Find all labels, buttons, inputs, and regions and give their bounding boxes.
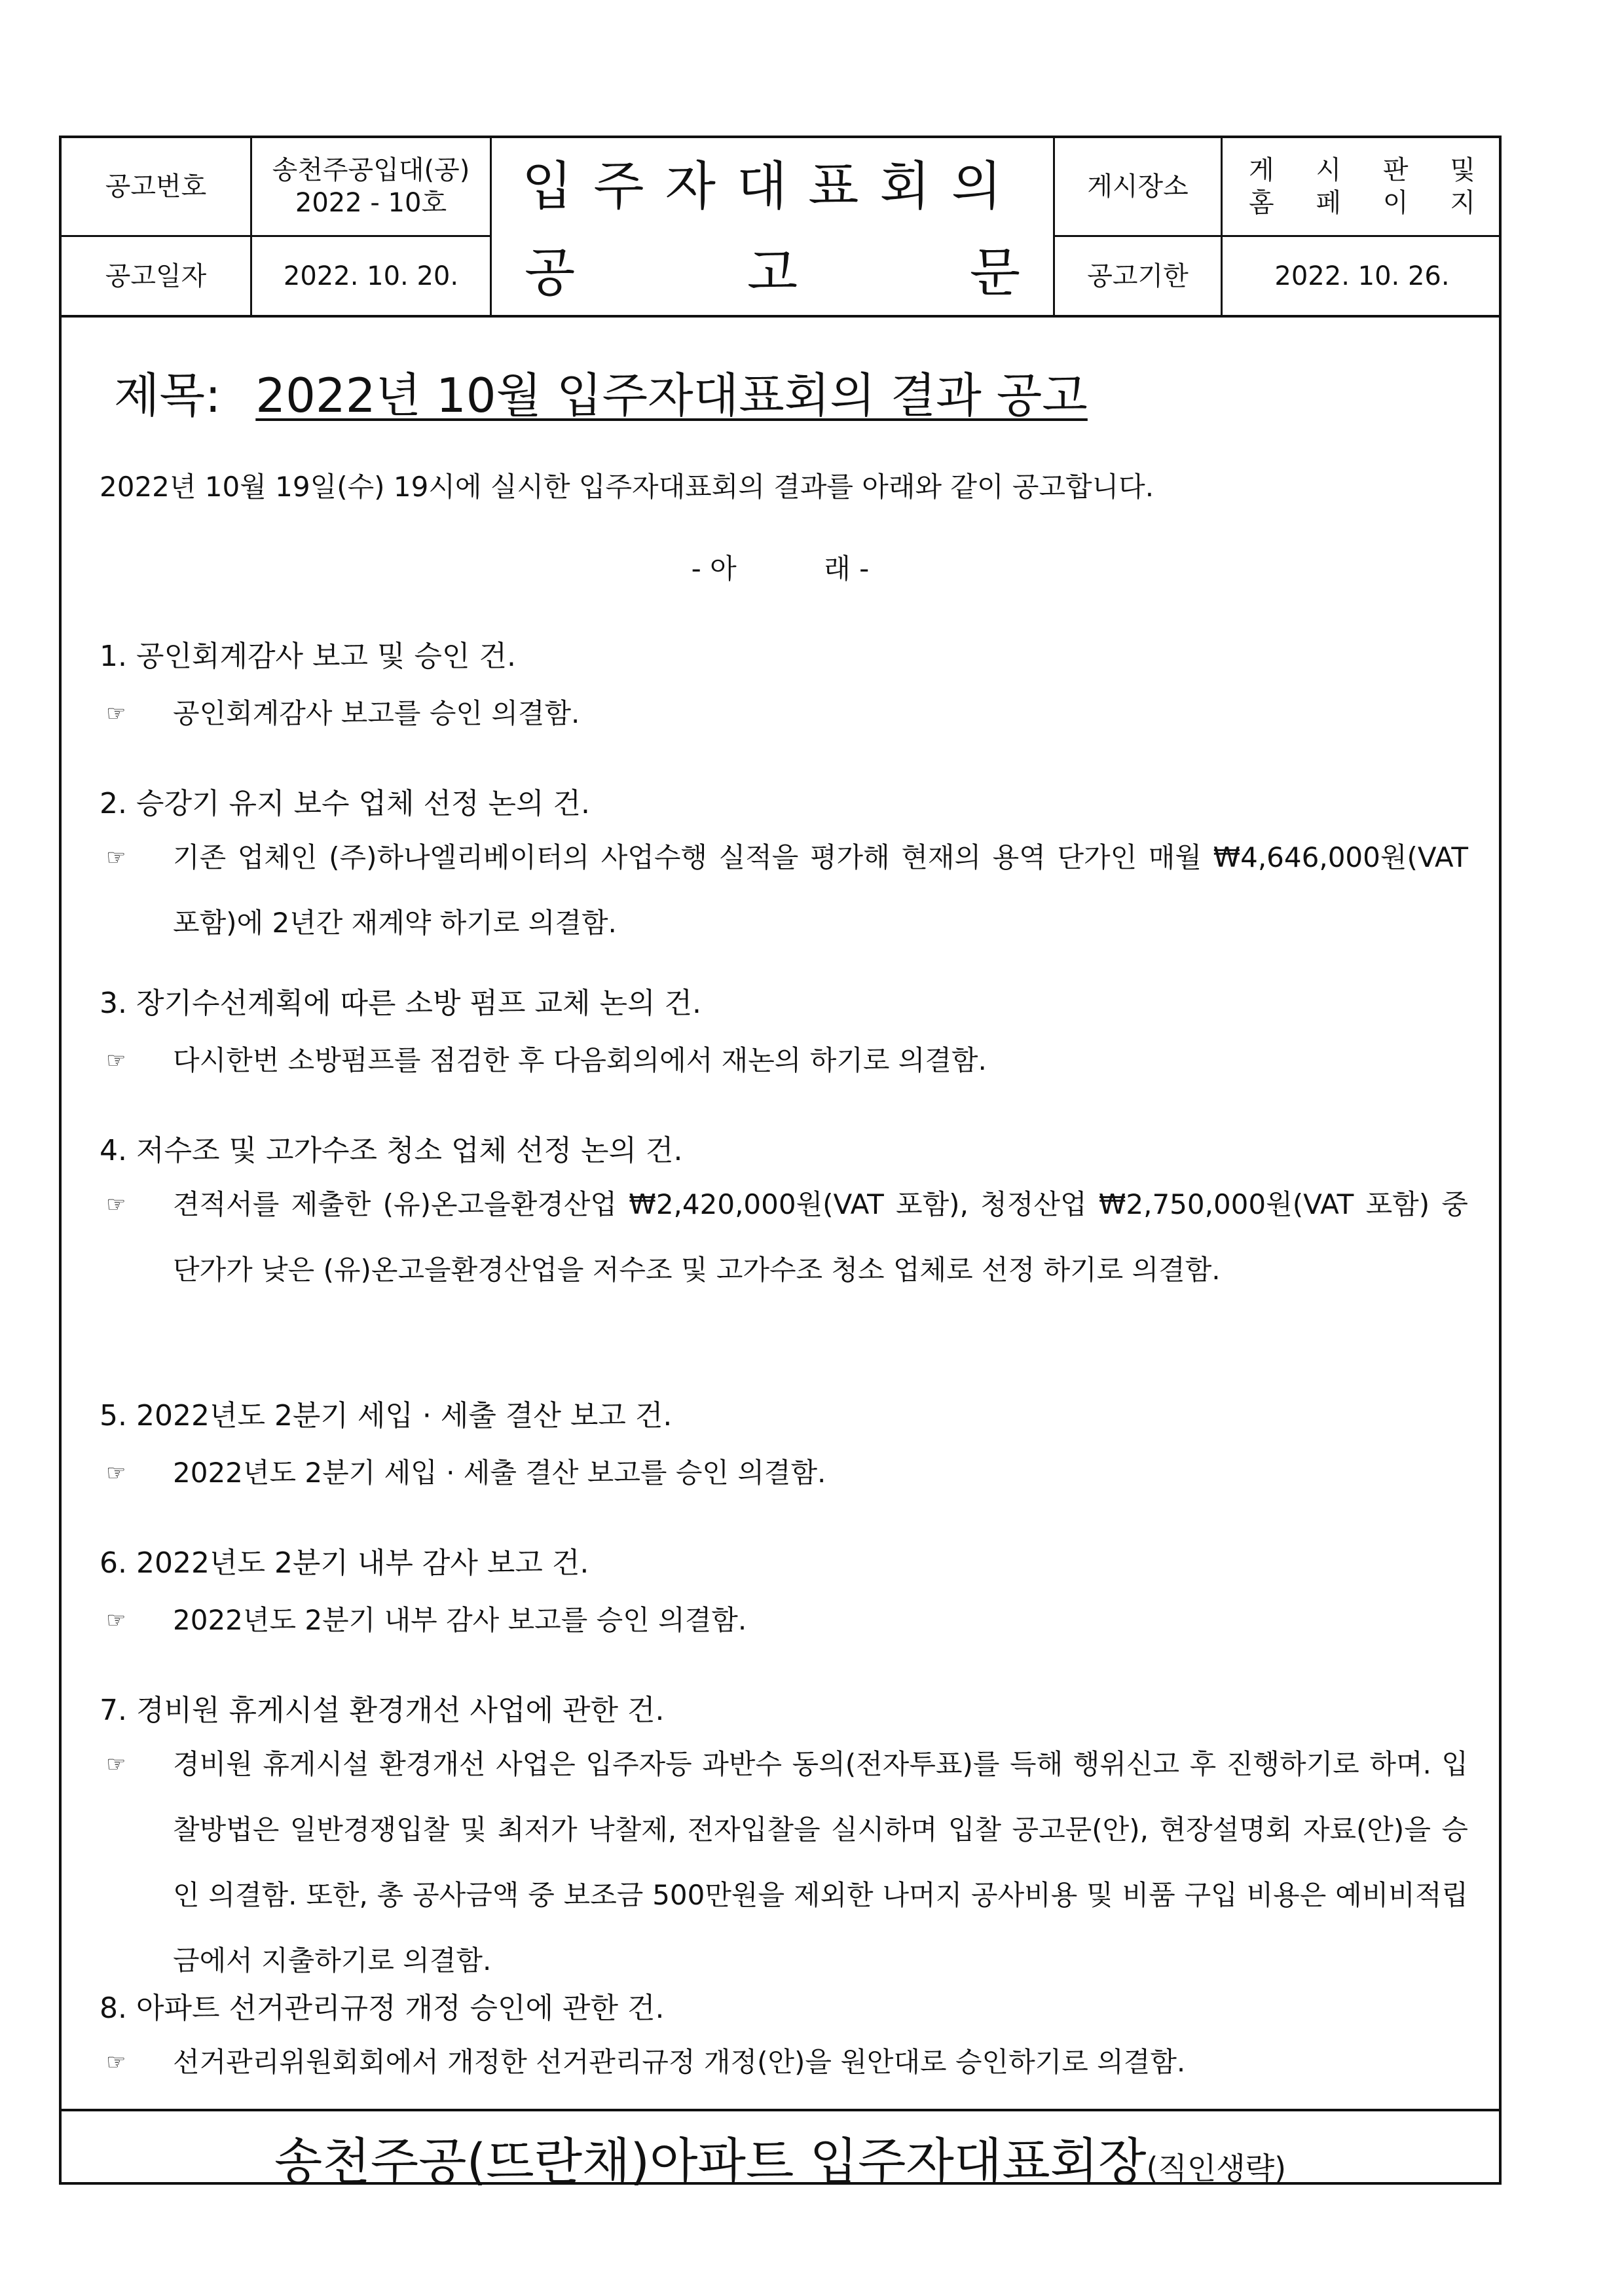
seal-note: (직인생략) bbox=[1146, 2151, 1287, 2186]
agenda-item bbox=[100, 1539, 1468, 1640]
title-char: 문 bbox=[969, 242, 1020, 303]
pointing-hand-icon: ☞ bbox=[106, 1192, 126, 1218]
notice-date-value: 2022. 10. 20. bbox=[283, 261, 459, 291]
deadline-label: 공고기한 bbox=[1087, 261, 1189, 291]
header-table bbox=[62, 138, 1499, 318]
post-place-label: 게시장소 bbox=[1087, 172, 1189, 202]
agenda-item-result-text: 선거관리위원회회에서 개정한 선거관리규정 개정(안)을 원안대로 승인하기로 의결함. bbox=[173, 2046, 1186, 2078]
pointing-hand-icon: ☞ bbox=[106, 1460, 126, 1486]
agenda-item bbox=[100, 1127, 1468, 1303]
agenda-item-result bbox=[100, 1601, 1468, 1640]
agenda-item-title: 1. 공인회계감사 보고 및 승인 건. bbox=[100, 640, 516, 673]
agenda-item-title: 8. 아파트 선거관리규정 개정 승인에 관한 건. bbox=[100, 1992, 665, 2025]
post-place-value bbox=[1223, 138, 1502, 235]
pointing-hand-icon: ☞ bbox=[106, 701, 126, 727]
notice-no-line2: 2022 - 10호 bbox=[295, 188, 447, 218]
pointing-hand-icon: ☞ bbox=[106, 1607, 126, 1633]
post-place-char: 시 bbox=[1316, 155, 1342, 185]
post-place-char: 페 bbox=[1316, 188, 1342, 218]
post-place-char: 판 bbox=[1382, 155, 1409, 185]
agenda-item-title: 2. 승강기 유지 보수 업체 선정 논의 건. bbox=[100, 787, 590, 820]
agenda-item-result-text: 경비원 휴게시설 환경개선 사업은 입주자등 과반수 동의(전자투표)를 득해 행위신고 후 진행하기로 하며. 입찰방법은 일반경쟁입찰 및 최저가 낙찰제, 전자입찰을 실시하며 입찰 공고문(안), 현장설명회 자료(안)을 승인 의결함. 또한, 총 공사금액 중 보조금 500만원을 제외한 나머지 공사비용 및 비품 구입 비용은 예비비적립금에서 지출하기로 의결함. bbox=[173, 1748, 1468, 1977]
pointing-hand-icon: ☞ bbox=[106, 2049, 126, 2075]
agenda-item bbox=[100, 1392, 1468, 1493]
agenda-item bbox=[100, 979, 1468, 1080]
footer-divider bbox=[62, 2109, 1499, 2111]
below-heading: - 아 래 - bbox=[691, 553, 870, 585]
agenda-item-result-text: 공인회계감사 보고를 승인 의결함. bbox=[173, 697, 580, 729]
agenda-item-result-text: 2022년도 2분기 세입 · 세출 결산 보고를 승인 의결함. bbox=[173, 1457, 826, 1489]
agenda-item-result bbox=[100, 2043, 1468, 2082]
signature-text: 송천주공(뜨란채)아파트 입주자대표회장 bbox=[274, 2132, 1147, 2191]
agenda-item-title: 5. 2022년도 2분기 세입 · 세출 결산 보고 건. bbox=[100, 1399, 673, 1432]
post-place-char: 이 bbox=[1382, 188, 1409, 218]
agenda-item bbox=[100, 1686, 1468, 1994]
notice-no-line1: 송천주공입대(공) bbox=[272, 155, 470, 185]
agenda-item-title: 6. 2022년도 2분기 내부 감사 보고 건. bbox=[100, 1546, 589, 1580]
post-place-char: 게 bbox=[1249, 155, 1274, 185]
subject bbox=[114, 357, 1088, 426]
signature-block bbox=[62, 2122, 1499, 2193]
agenda-item-result bbox=[100, 1172, 1468, 1303]
agenda-item-result bbox=[100, 1041, 1468, 1080]
post-place-char: 지 bbox=[1450, 188, 1475, 218]
post-place-line2 bbox=[1223, 187, 1502, 219]
agenda-item-title: 4. 저수조 및 고가수조 청소 업체 선정 논의 건. bbox=[100, 1134, 683, 1167]
subject-prefix: 제목: bbox=[114, 368, 221, 423]
notice-title-line2 bbox=[492, 231, 1053, 315]
notice-date-label: 공고일자 bbox=[105, 261, 207, 291]
post-place-char: 홈 bbox=[1249, 188, 1274, 218]
pointing-hand-icon: ☞ bbox=[106, 845, 126, 871]
subject-text: 2022년 10월 입주자대표회의 결과 공고 bbox=[255, 368, 1088, 423]
agenda-item-result bbox=[100, 1732, 1468, 1994]
notice-title-line1: 입주자대표회의 bbox=[522, 156, 1023, 217]
title-char: 고 bbox=[747, 242, 798, 303]
post-place-char: 및 bbox=[1450, 155, 1475, 185]
agenda-item-result-text: 기존 업체인 (주)하나엘리베이터의 사업수행 실적을 평가해 현재의 용역 단가인 매월 ₩4,646,000원(VAT 포함)에 2년간 재계약 하기로 의결함. bbox=[173, 841, 1468, 939]
notice-no-label: 공고번호 bbox=[105, 172, 207, 202]
agenda-item-title: 7. 경비원 휴게시설 환경개선 사업에 관한 건. bbox=[100, 1694, 665, 1727]
agenda-item-result bbox=[100, 1453, 1468, 1493]
agenda-item-result-text: 견적서를 제출한 (유)온고을환경산업 ₩2,420,000원(VAT 포함), 청정산업 ₩2,750,000원(VAT 포함) 중 단가가 낮은 (유)온고을환경산업을 저수조 및 고가수조 청소 업체로 선정 하기로 의결함. bbox=[173, 1188, 1468, 1286]
pointing-hand-icon: ☞ bbox=[106, 1751, 126, 1777]
notice-frame bbox=[59, 136, 1502, 2191]
agenda-item bbox=[100, 780, 1468, 956]
deadline-value: 2022. 10. 26. bbox=[1274, 261, 1450, 291]
agenda-item-title: 3. 장기수선계획에 따른 소방 펌프 교체 논의 건. bbox=[100, 987, 701, 1020]
post-place-line1 bbox=[1223, 154, 1502, 187]
pointing-hand-icon: ☞ bbox=[106, 1048, 126, 1074]
agenda-item-result bbox=[100, 694, 1468, 733]
agenda-item-result-text: 2022년도 2분기 내부 감사 보고를 승인 의결함. bbox=[173, 1604, 747, 1636]
agenda-item bbox=[100, 632, 1468, 733]
agenda-item bbox=[100, 1984, 1468, 2082]
notice-no-value bbox=[252, 138, 490, 235]
agenda-item-result-text: 다시한번 소방펌프를 점검한 후 다음회의에서 재논의 하기로 의결함. bbox=[173, 1044, 987, 1076]
title-char: 공 bbox=[525, 242, 576, 303]
intro-text: 2022년 10월 19일(수) 19시에 실시한 입주자대표회의 결과를 아래와 같이 공고합니다. bbox=[100, 471, 1154, 503]
agenda-item-result bbox=[100, 825, 1468, 956]
